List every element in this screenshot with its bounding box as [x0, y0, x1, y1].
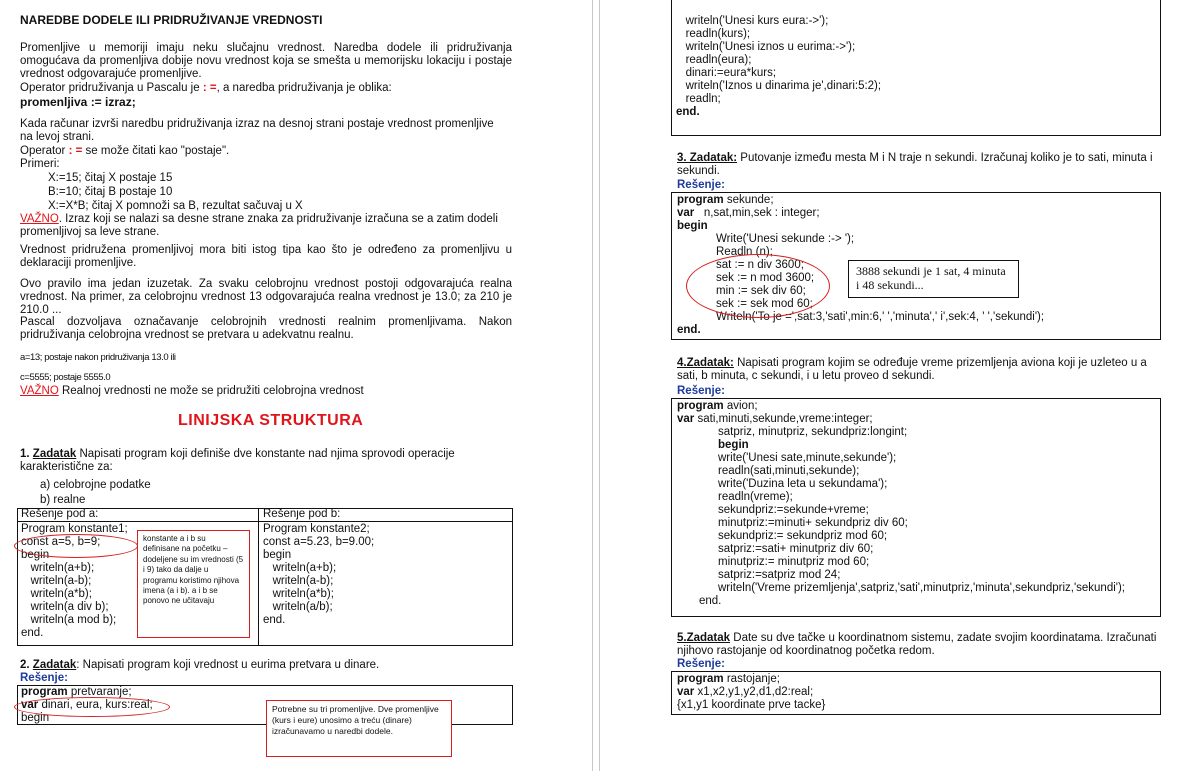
code-line: sekundpriz:=sekunde+vreme;: [718, 504, 869, 516]
code-line: end.: [699, 595, 722, 607]
code-line: [677, 686, 825, 699]
linijska-struktura-title: LINIJSKA STRUKTURA: [178, 412, 364, 429]
code-line: writeln('Unesi kurs eura:->');: [676, 15, 829, 27]
task4-label: 4.Zadatak:: [677, 357, 734, 369]
read-text-b: se može čitati kao "postaje".: [85, 145, 230, 157]
highlight-oval: [686, 254, 830, 318]
code-line: sat := n div 3600;: [716, 259, 804, 271]
code-text: n,sat,min,sek : integer;: [694, 207, 820, 219]
code-line: Readln (n);: [716, 246, 773, 258]
note-result: 3888 sekundi je 1 sat, 4 minuta i 48 sekundi...: [848, 260, 1019, 298]
operator-line: [20, 82, 520, 95]
task4-resenje: Rešenje:: [677, 385, 725, 397]
task2-label: Zadatak: [32, 659, 77, 671]
code-line: begin: [677, 220, 708, 232]
section-heading: NAREDBE DODELE ILI PRIDRUŽIVANJE VREDNOSTI: [20, 13, 323, 27]
code-line: {x1,y1 koordinate prve tacke}: [677, 699, 826, 711]
code-text: x1,x2,y1,y2,d1,d2:real;: [694, 686, 814, 698]
code-line: sekundpriz:= sekundpriz mod 60;: [718, 530, 888, 542]
task4-statement: [677, 357, 1167, 383]
code-line: sek := sek mod 60;: [716, 298, 813, 310]
task3-resenje: Rešenje:: [677, 179, 725, 191]
code-line: writeln(a*b);: [263, 588, 334, 600]
code-line: minutpriz:= minutpriz mod 60;: [718, 556, 870, 568]
assignment-form: promenljiva := izraz;: [20, 95, 136, 109]
task5-resenje: Rešenje:: [677, 658, 725, 670]
task3-statement: [677, 152, 1167, 178]
code-keyword: program: [677, 673, 724, 685]
note-variables: Potrebne su tri promenljive. Dve promenljive (kurs i eure) unosimo a treću (dinare) izračunavamo u naredbi dodele.: [266, 700, 452, 757]
example-a: a=13; postaje nakon pridruživanja 13.0 ili: [20, 352, 176, 363]
example-item: B:=10; čitaj B postaje 10: [48, 186, 173, 198]
type-paragraph: Vrednost pridružena promenljivoj mora biti istog tipa kao što je određeno za promenljivu u deklaraciji promenljive.: [20, 244, 512, 269]
code-line: satpriz:=sati+ minutpriz div 60;: [718, 543, 874, 555]
task1-option-b: b) realne: [40, 494, 86, 506]
code-line: begin: [21, 549, 50, 561]
code-line: end.: [21, 627, 44, 639]
code-line: writeln('Iznos u dinarima je',dinari:5:2);: [676, 80, 882, 92]
code-line: write('Duzina leta u sekundama');: [718, 478, 888, 490]
note-constants: konstante a i b su definisane na početku – dodeljene su im vrednosti (5 i 9) tako da dalje u programu koristimo njihova imena (a i b). a i b se ponovo ne učitavaju: [137, 530, 250, 638]
task3-text: Putovanje između mesta M i N traje n sekundi. Izračunaj koliko je to sati, minuta i sekundi.: [677, 152, 1153, 177]
highlight-oval: [14, 697, 170, 717]
code-line: Write('Unesi sekunde :-> ');: [716, 233, 855, 245]
code-line: writeln(a-b);: [263, 575, 334, 587]
intro-paragraph: Promenljive u memoriji imaju neku slučajnu vrednost. Naredba dodele ili pridruživanja omogućava da promenljiva dobije novu vrednost koja se smešta u memorijsku lokaciju i postaje vrednost odgovarajuće promenljive.: [20, 42, 512, 80]
code-line: minutpriz:=minuti+ sekundpriz div 60;: [718, 517, 908, 529]
task1-option-a: a) celobrojne podatke: [40, 479, 151, 491]
table-header-divider: [17, 521, 513, 522]
code-keyword: program: [677, 194, 724, 206]
solution-b-code: [263, 523, 374, 627]
code-line: satpriz, minutpriz, sekundpriz:longint;: [718, 426, 908, 438]
code-line: sek := n mod 3600;: [716, 272, 815, 284]
task1-statement: [20, 448, 460, 474]
code-line: [677, 673, 825, 686]
code-text: sekunde;: [723, 194, 774, 206]
table-column-divider: [258, 508, 259, 646]
code-line: Writeln('To je =',sat:3,'sati',min:6,' ','minuta',' i',sek:4, ' ','sekundi');: [716, 311, 1045, 323]
example-item: X:=15; čitaj X postaje 15: [48, 172, 173, 184]
task2-resenje: Rešenje:: [20, 672, 68, 684]
code-text: rastojanje;: [723, 673, 780, 685]
code-keyword: var: [677, 686, 695, 698]
operator-text-b: , a naredba pridruživanja je oblika:: [216, 82, 392, 94]
task4-code: [677, 400, 1125, 608]
read-line: [20, 145, 229, 158]
exception-paragraph: Ovo pravilo ima jedan izuzetak. Za svaku celobrojnu vrednost postoji odgovarajuća realna vrednost. Na primer, za celobrojnu vrednost 13 odgovarajuća realna vrednost je 13.0; za 210 je 210.0 ...: [20, 278, 512, 316]
code-line: [677, 194, 1044, 207]
task5-label: 5.Zadatak: [677, 632, 731, 644]
code-line: const a=5, b=9;: [21, 536, 101, 548]
task3-label: 3. Zadatak:: [677, 152, 738, 164]
solution-a-header: Rešenje pod a:: [21, 508, 99, 520]
code-keyword: var: [677, 207, 695, 219]
example-item: X:=X*B; čitaj X pomnoži sa B, rezultat sačuvaj u X: [48, 200, 303, 212]
vazno-text: . Izraz koji se nalazi sa desne strane znaka za pridruživanje izračuna se a zatim dodeli promenljivoj sa leve strane.: [20, 213, 498, 238]
code-keyword: var: [21, 699, 39, 711]
code-line: min := sek div 60;: [716, 285, 806, 297]
right-page: [600, 0, 1200, 771]
read-text: Operator: [20, 145, 66, 157]
task1-text: Napisati program koji definiše dve konstante nad njima sprovodi operacije karakteristične za:: [20, 448, 455, 473]
vazno-text-2: Realnoj vrednosti ne može se pridružiti celobrojna vrednost: [58, 385, 364, 397]
code-line: [677, 207, 1044, 220]
code-line: Program konstante1;: [21, 523, 128, 535]
left-page: [0, 0, 592, 771]
code-keyword: program: [21, 686, 68, 698]
code-line: satpriz:=satpriz mod 24;: [718, 569, 841, 581]
code-line: begin: [718, 439, 749, 451]
code-line: [677, 413, 1125, 426]
code-line: end.: [263, 614, 286, 626]
continued-code: [676, 15, 881, 119]
code-line: begin: [263, 549, 292, 561]
operator-text: Operator pridruživanja u Pascalu je: [20, 82, 200, 94]
code-line: write('Unesi sate,minute,sekunde');: [718, 452, 897, 464]
code-line: readln(sati,minuti,sekunde);: [718, 465, 860, 477]
code-text: sati,minuti,sekunde,vreme:integer;: [694, 413, 873, 425]
read-symbol: : =: [68, 145, 83, 157]
code-keyword: var: [677, 413, 695, 425]
code-line: end.: [677, 324, 701, 336]
task1-label: Zadatak: [32, 448, 77, 460]
example-c: c=5555; postaje 5555.0: [20, 372, 111, 383]
code-line: readln(kurs);: [676, 28, 751, 40]
pascal-paragraph: Pascal dozvoljava označavanje celobrojnih vrednosti realnim promenljivama. Nakon pridruživanja celobrojna vrednost se pretvara u adekvatnu realnu.: [20, 316, 512, 341]
task5-code: [677, 673, 825, 712]
examples-label: Primeri:: [20, 158, 60, 170]
page-gutter: [592, 0, 600, 771]
task1-num: 1.: [20, 448, 30, 460]
code-line: end.: [676, 106, 700, 118]
vazno-note-2: [20, 385, 364, 398]
code-line: readln;: [676, 93, 721, 105]
highlight-oval: [14, 534, 138, 558]
vazno-label-2: VAŽNO: [20, 385, 59, 397]
code-keyword: program: [677, 400, 724, 412]
code-line: writeln(a+b);: [263, 562, 337, 574]
code-line: writeln(a mod b);: [21, 614, 117, 626]
code-line: writeln('Vreme prizemljenja',satpriz,'sati',minutpriz,'minuta',sekundpriz,'sekundi');: [718, 582, 1126, 594]
code-line: writeln(a+b);: [21, 562, 95, 574]
solution-b-header: Rešenje pod b:: [263, 508, 341, 520]
exec-paragraph: Kada računar izvrši naredbu pridruživanja izraz na desnoj strani postaje vrednost promenljive na levoj strani.: [20, 118, 494, 143]
code-line: writeln(a/b);: [263, 601, 333, 613]
task5-text: Date su dve tačke u koordinatnom sistemu, zadate svojim koordinatama. Izračunati njihovo rastojanje od koordinatnog početka redom.: [677, 632, 1157, 657]
task2-num: 2.: [20, 659, 30, 671]
code-line: readln(eura);: [676, 54, 752, 66]
code-line: writeln('Unesi iznos u eurima:->');: [676, 41, 856, 53]
code-line: [677, 400, 1125, 413]
task5-statement: [677, 632, 1167, 658]
operator-symbol: : =: [202, 82, 217, 94]
task2-text: : Napisati program koji vrednost u eurima pretvara u dinare.: [76, 659, 380, 671]
vazno-note: [20, 213, 500, 239]
task2-statement: [20, 659, 379, 672]
code-line: dinari:=eura*kurs;: [676, 67, 777, 79]
code-text: pretvaranje;: [67, 686, 132, 698]
code-line: Program konstante2;: [263, 523, 370, 535]
code-line: begin: [21, 712, 50, 724]
code-line: writeln(a*b);: [21, 588, 92, 600]
vazno-label: VAŽNO: [20, 213, 59, 225]
code-line: readln(vreme);: [718, 491, 793, 503]
code-line: writeln(a-b);: [21, 575, 92, 587]
code-text: dinari, eura, kurs:real;: [38, 699, 153, 711]
code-text: avion;: [723, 400, 758, 412]
code-line: writeln(a div b);: [21, 601, 109, 613]
code-line: const a=5.23, b=9.00;: [263, 536, 375, 548]
task4-text: Napisati program kojim se određuje vreme prizemljenja aviona koji je uzleteo u a sati, b minuta, c sekundi, i u letu proveo d sekundi.: [677, 357, 1147, 382]
